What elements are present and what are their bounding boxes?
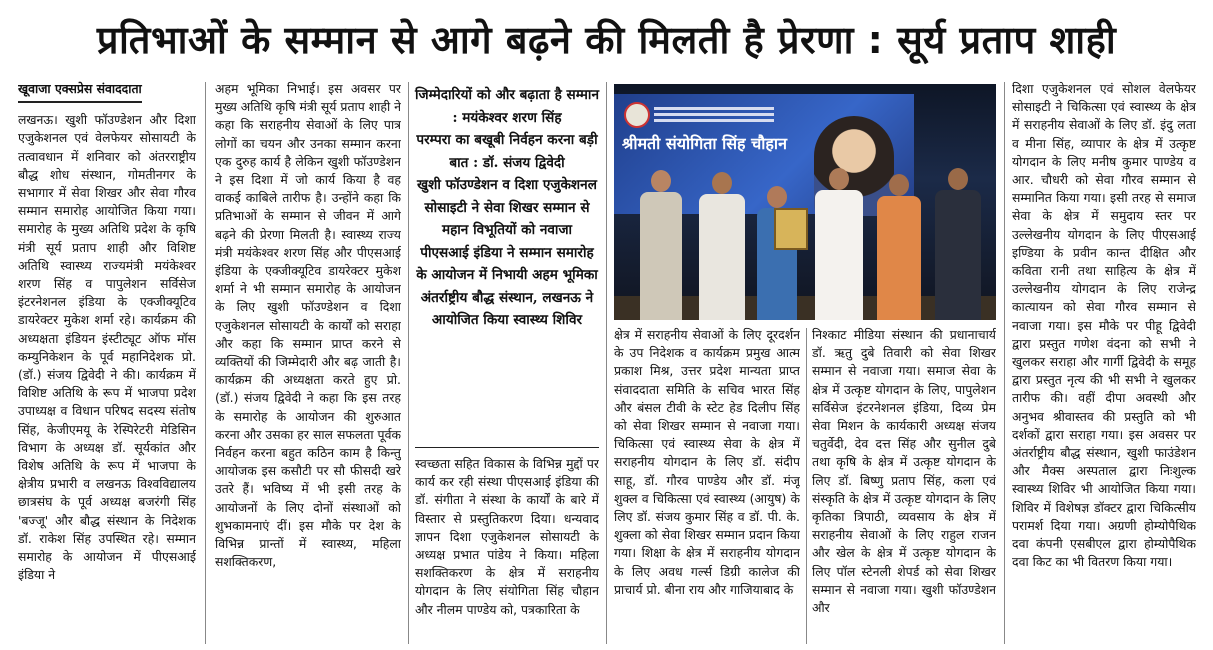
headline: प्रतिभाओं के सम्मान से आगे बढ़ने की मिलती है प्रेरणा : सूर्य प्रताप शाही <box>96 18 1117 62</box>
article-column-4 <box>614 326 800 646</box>
article-column-6 <box>1012 80 1196 646</box>
column-divider <box>606 82 607 644</box>
column-divider <box>205 82 206 644</box>
article-column-5 <box>812 326 996 646</box>
column-1-text: लखनऊ। खुशी फॉउण्डेशन और दिशा एजुकेशनल एवं वेलफेयर सोसायटी के तत्वावधान में शनिवार को अंतरराष्ट्रीय बौद्ध शोध संस्थान, गोमतीनगर के सभागार में सेवा शिखर और सेवा गौरव सम्मान समारोह आयोजित किया गया। समारोह के मुख्य अतिथि प्रदेश के कृषि मंत्री सूर्य प्रताप शाही और विशिष्ट अतिथि स्वास्थ्य राज्यमंत्री मयंकेश्वर शरण सिंह व पापुलेशन सर्विसेज इंटरनेशनल इंडिया के एक्जीक्यूटिव डायरेक्टर मुकेश शर्मा रहे। कार्यक्रम की अध्यक्षता इंडियन इंस्टीट्यूट ऑफ मॉस कम्युनिकेशन के पूर्व महानिदेशक प्रो.(डॉ.) संजय द्विवेदी ने की। कार्यक्रम में विशिष्ट अतिथि के रूप में भाजपा प्रदेश उपाध्यक्ष व विधान परिषद सदस्य संतोष सिंह, केजीएमयू के रेस्पिरेटरी मेडिसिन विभाग के अध्यक्ष डॉ. सूर्यकांत और विशेष अतिथि के रूप में भाजपा के क्षेत्रीय प्रभारी व लखनऊ विश्वविद्यालय छात्रसंघ के पूर्व अध्यक्ष बजरंगी सिंह 'बज्जू' और बौद्ध संस्थान के निदेशक डॉ. राकेश सिंह उपस्थित रहे। सम्मान समारोह के आयोजन में पीएसआई इंडिया ने <box>18 112 196 583</box>
article-column-1 <box>18 80 196 646</box>
highlight-4: पीएसआई इंडिया ने सम्मान समारोह के आयोजन में निभायी अहम भूमिका <box>416 244 598 283</box>
column-divider <box>1004 82 1005 644</box>
column-6-text: दिशा एजुकेशनल एवं सोशल वेलफेयर सोसाइटी ने चिकित्सा एवं स्वास्थ्य के क्षेत्र में सराहनीय सेवाओं के लिए डॉ. इंदु लता व मीना सिंह, व्यापार के क्षेत्र में उत्कृष्ट योगदान के लिए मनीष कुमार पाण्डेय व आर. चौधरी को सेवा गौरव सम्मान से सम्मानित किया गया। इसी तरह से समाज सेवा के क्षेत्र में समुदाय स्तर पर उल्लेखनीय योगदान के लिए पीएसआई इण्डिया के प्रवीन कान्त दीक्षित और कविता रानी तथा साहित्य के क्षेत्र में उल्लेखनीय योगदान के लिए राजेन्द्र कात्यायन को सेवा गौरव सम्मान से नवाजा गया। इस मौके पर पीहू द्विवेदी द्वारा प्रस्तुत गणेश वंदना को सभी ने खुलकर सराहा और गार्गी द्विवेदी के समूह द्वारा प्रस्तुत नृत्य की भी सभी ने खुलकर तारीफ की। वहीं दीपा अवस्थी और अनुभव श्रीवास्तव की प्रस्तुति को भी दर्शकों द्वारा सराहा गया। इस अवसर पर अंतर्राष्ट्रीय बौद्ध संस्थान, खुशी फाउंडेशन और मैक्स अस्पताल द्वारा निःशुल्क स्वास्थ्य शिविर भी आयोजित किया गया। शिविर में विशेषज्ञ डॉक्टर द्वारा चिकित्सीय परामर्श दिया गया। अग्रणी होम्योपैथिक दवा कंपनी एसबीएल द्वारा होम्योपैथिक दवा किट का भी वितरण किया गया। <box>1012 81 1196 570</box>
highlight-3: खुशी फॉउण्डेशन व दिशा एजुकेशनल सोसाइटी ने सेवा शिखर सम्मान से महान विभूतियों को नवाजा <box>417 177 597 238</box>
banner-decoration <box>654 104 774 125</box>
highlight-5: अंतर्राष्ट्रीय बौद्ध संस्थान, लखनऊ ने आयोजित किया स्वास्थ्य शिविर <box>420 289 594 328</box>
byline: खूवाजा एक्सप्रेस संवाददाता <box>18 80 142 103</box>
person-figure <box>810 168 868 320</box>
article-column-3 <box>415 455 599 646</box>
person-figure <box>872 174 926 320</box>
highlight-divider <box>415 447 599 448</box>
column-3-text: स्वच्छता सहित विकास के विभिन्न मुद्दों पर कार्य कर रही संस्था पीएसआई इंडिया की डॉ. संगीता ने संस्था के कार्यों के बारे में विस्तार से प्रस्तुतिकरण दिया। धन्यवाद ज्ञापन दिशा एजुकेशनल सोसायटी के अध्यक्ष प्रभात पांडेय ने किया। महिला सशक्तिकरण के क्षेत्र में सराहनीय योगदान के लिए संयोगिता सिंह चौहान और नीलम पाण्डेय को, पत्रकारिता के <box>415 456 599 617</box>
article-column-2 <box>215 80 401 646</box>
person-figure <box>636 170 686 320</box>
banner-title: श्रीमती संयोगिता सिंह चौहान <box>622 134 787 153</box>
person-figure <box>930 168 986 320</box>
column-4-text: क्षेत्र में सराहनीय सेवाओं के लिए दूरदर्शन के उप निदेशक व कार्यक्रम प्रमुख आत्म प्रकाश मिश्र, उत्तर प्रदेश मान्यता प्राप्त संवाददाता समिति के सचिव भारत सिंह और बंसल टीवी के स्टेट हेड दिलीप सिंह को सेवा शिखर सम्मान से नवाजा गया। चिकित्सा एवं स्वास्थ्य सेवा के क्षेत्र में सराहनीय योगदान के लिए डॉ. संदीप साहू, डॉ. गौरव पाण्डेय और डॉ. मंजू शुक्ल व चिकित्सा एवं स्वास्थ्य (आयुष) के लिए डॉ. संजय कुमार सिंह व डॉ. पी. के. शुक्ला को सेवा शिखर सम्मान प्रदान किया गया। शिक्षा के क्षेत्र में सराहनीय योगदान के लिए अवध गर्ल्स डिग्री कालेज की प्राचार्य प्रो. बीना राय और गाजियाबाद के <box>614 327 800 597</box>
column-divider <box>408 82 409 644</box>
highlights-box <box>415 84 599 444</box>
person-figure <box>694 172 750 320</box>
column-5-text: निश्काट मीडिया संस्थान की प्रधानाचार्य डॉ. ऋतु दुबे तिवारी को सेवा शिखर सम्मान से नवाजा गया। समाज सेवा के क्षेत्र में उत्कृष्ट योगदान के लिए, पापुलेशन सर्विसेज इंटरनेशनल इंडिया, दिव्य प्रेम सेवा मिशन के कार्यकारी अध्यक्ष संजय चतुर्वेदी, देव दत्त सिंह और सुनील दुबे तथा कृषि के क्षेत्र में उत्कृष्ट योगदान के लिए डॉ. बिष्णु प्रताप सिंह, कला एवं संस्कृति के क्षेत्र में उत्कृष्ट योगदान के लिए कृतिका त्रिपाठी, व्यवसाय के क्षेत्र में सराहनीय सेवाओं के लिए राहुल राजन और खेल के क्षेत्र में उत्कृष्ट योगदान के लिए पॉल स्टेनली शेपर्ड को सेवा शिखर सम्मान से नवाजा गया। खुशी फॉउण्डेशन और <box>812 327 996 616</box>
column-2-text: अहम भूमिका निभाई। इस अवसर पर मुख्य अतिथि कृषि मंत्री सूर्य प्रताप शाही ने कहा कि सराहनीय सेवाओं के लिए पात्र लोगों का चयन और उनका सम्मान करना एक दुरुह कार्य है लेकिन खुशी फॉउण्डेशन ने इस दिशा में जो कार्य किया है वह वाकई काबिले तारीफ है। उन्होंने कहा कि प्रतिभाओं के सम्मान से जीवन में आगे बढ़ने की प्रेरणा मिलती है। स्वास्थ्य राज्य मंत्री मयंकेश्वर शरण सिंह और पीएसआई इंडिया के एक्जीक्यूटिव डायरेक्टर मुकेश शर्मा ने भी सम्मान समारोह के आयोजन के लिए खुशी फॉउण्डेशन व दिशा एजुकेशनल सोसायटी के कार्यों को सराहा और कहा कि सम्मान प्राप्त करने से व्यक्तियों की जिम्मेदारी और बढ़ जाती है। कार्यक्रम की अध्यक्षता करते हुए प्रो. (डॉ.) संजय द्विवेदी ने कहा कि इस तरह के समारोह के आयोजन की शुरुआत करना और उसका हर साल सफलता पूर्वक निर्वहन करना बहुत कठिन काम है किन्तु आयोजक इस कसौटी पर सौ फीसदी खरे उतरे हैं। भविष्य में भी इसी तरह के आयोजनों के लिए दोनों संस्थाओं को शुभकामनाएं दीं। इस मौके पर देश के विभिन्न प्रान्तों में स्वास्थ्य, महिला सशक्तिकरण, <box>215 81 401 570</box>
column-divider <box>806 328 807 644</box>
foundation-logo-icon <box>624 102 650 128</box>
event-photo <box>614 84 996 320</box>
highlight-1: जिम्मेदारियों को और बढ़ाता है सम्मान : मयंकेश्वर शरण सिंह <box>415 87 599 126</box>
highlight-2: परम्परा का बखूबी निर्वहन करना बड़ी बात : डॉ. संजय द्विवेदी <box>416 132 598 171</box>
person-figure <box>752 186 802 320</box>
award-plaque <box>774 208 808 250</box>
